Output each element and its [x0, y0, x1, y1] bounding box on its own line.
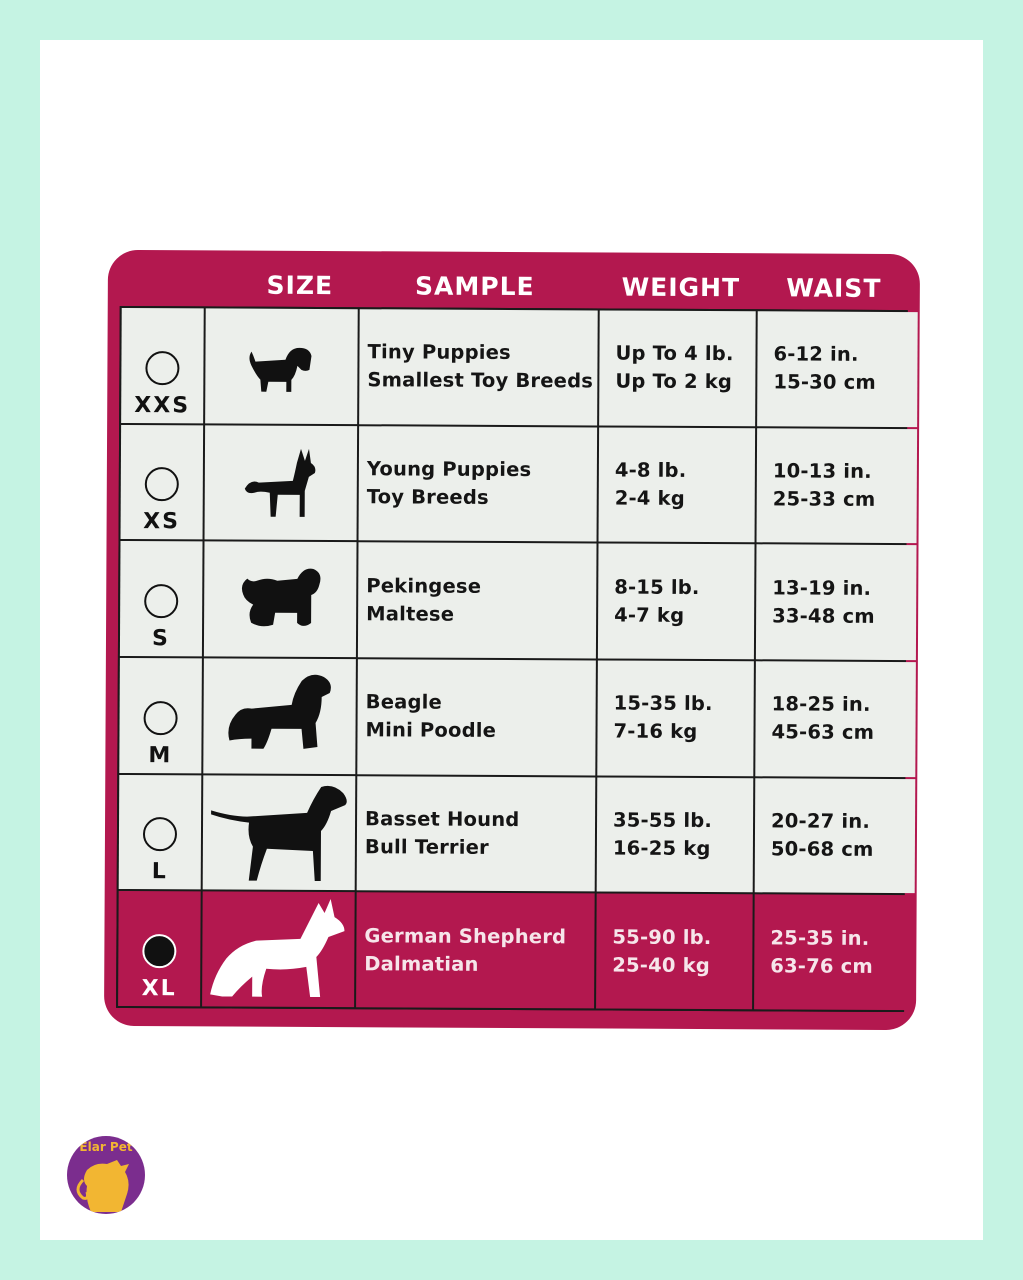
sample-cell: [359, 426, 598, 542]
sample-cell: [357, 659, 596, 775]
sample-icon-cell: [203, 658, 356, 773]
weight-kg: 2-4 kg: [614, 486, 685, 510]
weight-kg: 25-40 kg: [612, 953, 711, 977]
waist-in: 6-12 in.: [773, 342, 859, 367]
waist-cm: 45-63 cm: [771, 720, 875, 745]
weight-kg: Up To 2 kg: [615, 369, 733, 394]
sample-cell: [358, 543, 597, 659]
size-label-xxs: XXS: [134, 392, 191, 418]
waist-cm: 63-76 cm: [770, 954, 873, 978]
size-label-m: M: [148, 742, 173, 768]
small-dog-icon: [241, 336, 321, 396]
size-cell-xs[interactable]: [121, 425, 204, 540]
pet-silhouette-icon: [67, 1136, 145, 1214]
sample-line: Dalmatian: [364, 951, 479, 976]
waist-cell: [754, 895, 915, 1010]
header-weight: WEIGHT: [621, 272, 741, 303]
waist-cell: [756, 545, 917, 660]
sample-line: Toy Breeds: [366, 485, 489, 509]
header-waist: WAIST: [786, 273, 882, 303]
waist-cm: 50-68 cm: [770, 837, 874, 861]
sample-cell: [359, 309, 598, 425]
sample-line: Tiny Puppies: [367, 340, 511, 365]
waist-in: 10-13 in.: [772, 459, 872, 483]
weight-cell: [597, 777, 754, 892]
waist-cell: [755, 661, 916, 777]
radio-xs[interactable]: [145, 467, 179, 501]
sample-icon-cell: [202, 892, 355, 1007]
waist-in: 18-25 in.: [771, 692, 871, 717]
chihuahua-icon: [241, 445, 321, 521]
spaniel-icon: [223, 671, 335, 762]
weight-lb: 55-90 lb.: [612, 925, 712, 949]
radio-xl-selected[interactable]: [142, 934, 176, 968]
sample-icon-cell: [204, 542, 357, 657]
waist-cell: [757, 311, 918, 426]
waist-in: 13-19 in.: [772, 576, 872, 600]
sample-line: Maltese: [366, 601, 455, 626]
sample-line: Bull Terrier: [364, 835, 489, 859]
sample-icon-cell: [205, 308, 358, 423]
radio-l[interactable]: [143, 817, 177, 851]
sample-line: Mini Poodle: [365, 718, 497, 743]
size-label-s: S: [151, 626, 170, 652]
weight-kg: 16-25 kg: [612, 836, 711, 861]
sample-line: Basset Hound: [365, 807, 520, 832]
header-sample: SAMPLE: [414, 271, 535, 302]
weight-lb: 4-8 lb.: [614, 458, 687, 482]
weight-lb: Up To 4 lb.: [615, 341, 734, 366]
weight-kg: 4-7 kg: [614, 603, 685, 627]
photo-frame: [40, 40, 983, 1240]
waist-in: 20-27 in.: [770, 809, 871, 833]
radio-xxs[interactable]: [145, 351, 179, 385]
size-cell-l[interactable]: [119, 775, 202, 890]
waist-cm: 33-48 cm: [772, 604, 875, 628]
bull-terrier-icon: [209, 780, 350, 885]
size-table: [116, 306, 908, 1012]
weight-cell: [596, 894, 753, 1009]
german-shepherd-icon: [208, 894, 349, 1005]
sample-icon-cell: [205, 425, 358, 540]
size-cell-xxs[interactable]: [121, 308, 204, 423]
weight-cell: [598, 544, 755, 659]
size-cell-xl[interactable]: [118, 891, 201, 1006]
weight-lb: 15-35 lb.: [613, 691, 713, 716]
radio-s[interactable]: [144, 584, 178, 618]
size-cell-s[interactable]: [120, 541, 203, 656]
pekingese-icon: [237, 564, 323, 634]
sample-line: Smallest Toy Breeds: [367, 368, 594, 393]
weight-lb: 8-15 lb.: [614, 575, 700, 599]
sample-icon-cell: [203, 775, 356, 890]
sample-line: Beagle: [365, 690, 443, 714]
elar-pet-logo: [67, 1136, 145, 1214]
sample-cell: [356, 893, 595, 1009]
header-size: SIZE: [266, 270, 334, 301]
sample-cell: [357, 776, 596, 892]
waist-in: 25-35 in.: [770, 926, 870, 950]
waist-cm: 15-30 cm: [773, 370, 877, 395]
weight-cell: [597, 660, 754, 775]
radio-m[interactable]: [143, 701, 177, 735]
size-cell-m[interactable]: [119, 658, 202, 773]
sample-line: Young Puppies: [366, 457, 532, 482]
weight-lb: 35-55 lb.: [612, 808, 713, 833]
size-label-xs: XS: [143, 509, 181, 535]
weight-cell: [599, 310, 756, 425]
size-label-l: L: [151, 859, 168, 885]
size-chart-card: [104, 250, 920, 1030]
size-label-xl: XL: [141, 976, 177, 1002]
weight-cell: [599, 427, 756, 542]
waist-cell: [757, 428, 918, 544]
waist-cm: 25-33 cm: [772, 487, 876, 511]
weight-kg: 7-16 kg: [613, 719, 698, 744]
sample-line: German Shepherd: [364, 923, 567, 948]
waist-cell: [755, 778, 916, 894]
sample-line: Pekingese: [366, 573, 482, 598]
logo-text: Elar Pet: [79, 1140, 133, 1154]
